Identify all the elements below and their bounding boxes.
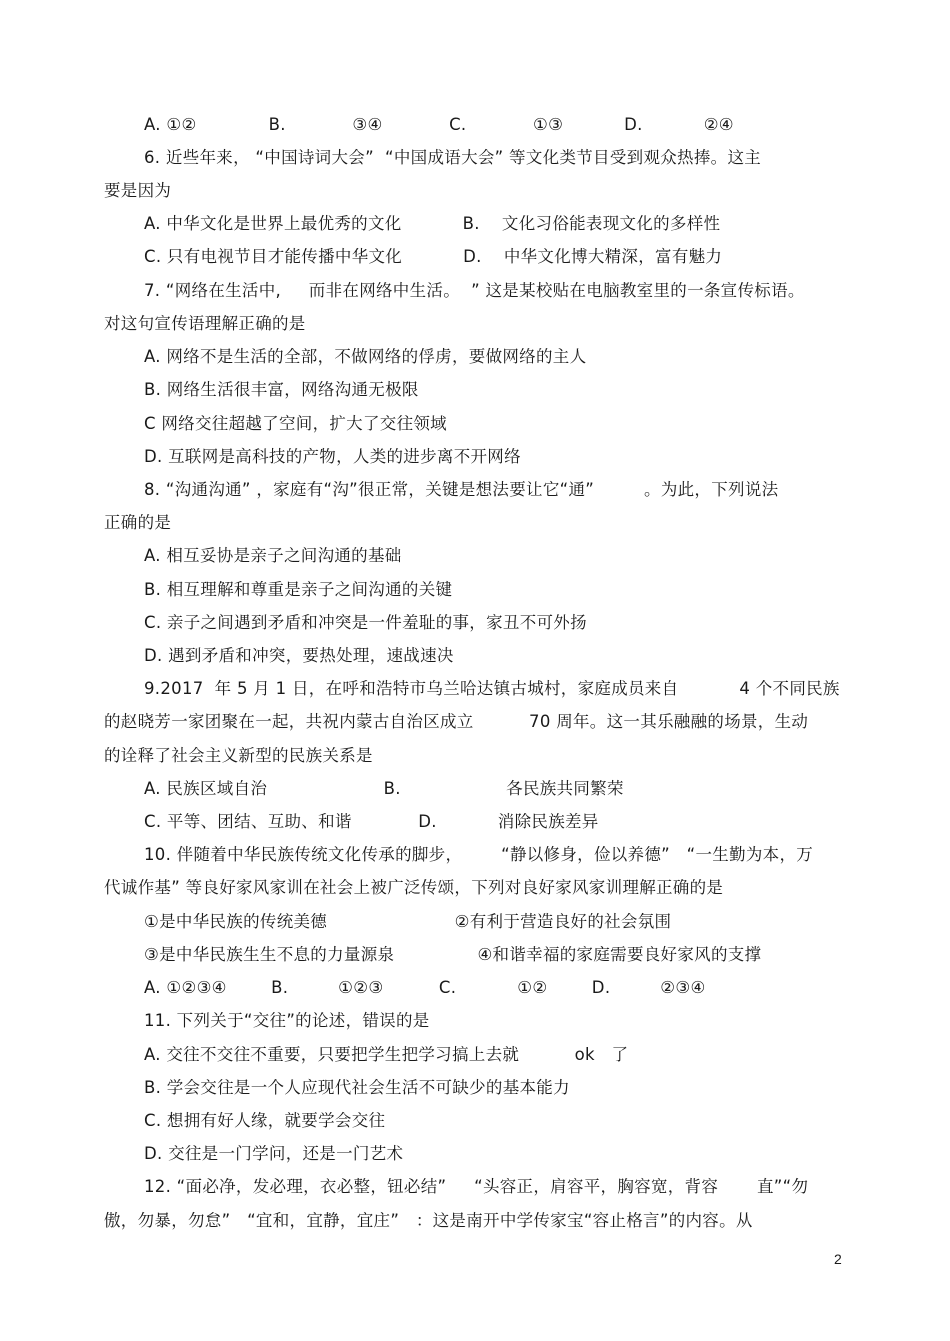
text-line: C 网络交往超越了空间，扩大了交往领域 — [144, 414, 447, 433]
text-line: B. 相互理解和尊重是亲子之间沟通的关键 — [144, 580, 453, 599]
text-line: 7. “网络在生活中, 而非在网络中生活。 ” 这是某校贴在电脑教室里的一条宣传标语。 — [144, 281, 805, 300]
text-line: ①是中华民族的传统美德 ②有利于营造良好的社会氛围 — [144, 912, 672, 931]
text-line: A. ①②③④ B. ①②③ C. ①② D. ②③④ — [144, 978, 706, 997]
text-line: A. 相互妥协是亲子之间沟通的基础 — [144, 546, 402, 565]
text-line: 6. 近些年来， “中国诗词大会” “中国成语大会” 等文化类节目受到观众热捧。这主 — [144, 148, 762, 167]
page-number: 2 — [834, 1251, 842, 1267]
text-line: 11. 下列关于“交往”的论述，错误的是 — [144, 1011, 430, 1030]
text-line: C. 想拥有好人缘，就要学会交往 — [144, 1111, 386, 1130]
text-line: 对这句宣传语理解正确的是 — [104, 314, 306, 333]
text-line: D. 互联网是高科技的产物，人类的进步离不开网络 — [144, 447, 521, 466]
text-line: 12. “面必净，发必理，衣必整，钮必结” “头容正，肩容平，胸容宽，背容 直”“勿 — [144, 1177, 809, 1196]
text-line: 的诠释了社会主义新型的民族关系是 — [104, 746, 373, 765]
text-line: B. 网络生活很丰富，网络沟通无极限 — [144, 380, 419, 399]
text-line: 8. “沟通沟通” ，家庭有“沟”很正常，关键是想法要让它“通” 。为此，下列说法 — [144, 480, 779, 499]
text-line: D. 交往是一门学问，还是一门艺术 — [144, 1144, 404, 1163]
text-line: C. 平等、团结、互助、和谐 D. 消除民族差异 — [144, 812, 599, 831]
text-line: D. 遇到矛盾和冲突，要热处理，速战速决 — [144, 646, 454, 665]
text-line: A. 中华文化是世界上最优秀的文化 B. 文化习俗能表现文化的多样性 — [144, 214, 721, 233]
text-line: B. 学会交往是一个人应现代社会生活不可缺少的基本能力 — [144, 1078, 570, 1097]
text-line: ③是中华民族生生不息的力量源泉 ④和谐幸福的家庭需要良好家风的支撑 — [144, 945, 762, 964]
text-line: 10. 伴随着中华民族传统文化传承的脚步， “静以修身，俭以养德” “一生勤为本，万 — [144, 845, 814, 864]
text-line: A. 网络不是生活的全部，不做网络的俘虏，要做网络的主人 — [144, 347, 587, 366]
text-line: A. 交往不交往不重要，只要把学生把学习搞上去就 ok 了 — [144, 1045, 629, 1064]
text-line: A. 民族区域自治 B. 各民族共同繁荣 — [144, 779, 624, 798]
text-line: 正确的是 — [104, 513, 172, 532]
text-line: 代诚作基” 等良好家风家训在社会上被广泛传颂，下列对良好家风家训理解正确的是 — [104, 878, 724, 897]
text-line: A. ①② B. ③④ C. ①③ D. ②④ — [144, 115, 734, 134]
text-line: 傲，勿暴，勿怠” “宜和，宜静，宜庄” ：这是南开中学传家宝“容止格言”的内容。从 — [104, 1211, 753, 1230]
text-line: 要是因为 — [104, 181, 172, 200]
text-line: 9.2017 年 5 月 1 日，在呼和浩特市乌兰哈达镇古城村，家庭成员来自 4 个不同民族 — [144, 679, 840, 698]
text-line: C. 亲子之间遇到矛盾和冲突是一件羞耻的事，家丑不可外扬 — [144, 613, 587, 632]
text-line: 的赵晓芳一家团聚在一起，共祝内蒙古自治区成立 70 周年。这一其乐融融的场景，生动 — [104, 712, 809, 731]
text-line: C. 只有电视节目才能传播中华文化 D. 中华文化博大精深，富有魅力 — [144, 247, 723, 266]
